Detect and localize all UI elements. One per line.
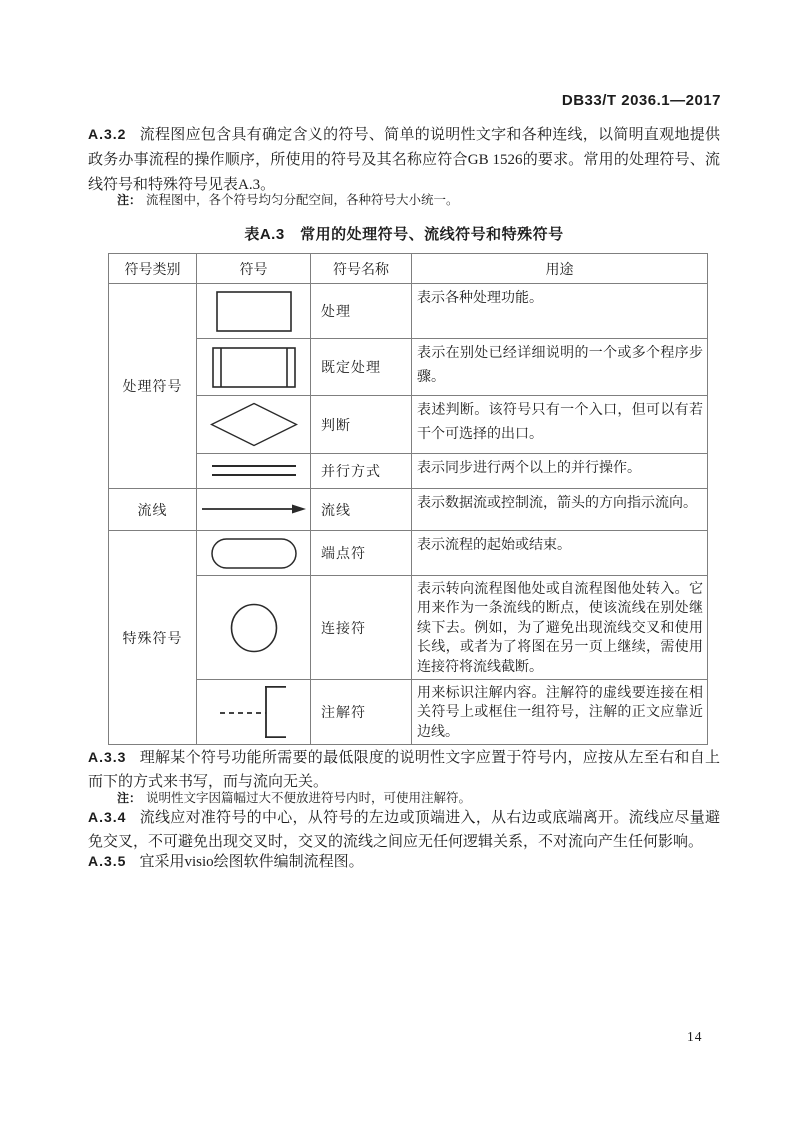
symbol-name: 端点符 — [311, 531, 412, 576]
category-flowline: 流线 — [109, 489, 197, 531]
symbol-cell — [197, 339, 311, 396]
symbol-usage: 表示数据流或控制流，箭头的方向指示流向。 — [412, 489, 708, 531]
symbol-name: 流线 — [311, 489, 412, 531]
flow-arrow-icon — [202, 503, 306, 515]
parallel-lines-icon — [212, 464, 296, 477]
symbol-name: 注解符 — [311, 680, 412, 745]
header-symbol-name: 符号名称 — [311, 254, 412, 284]
header-symbol: 符号 — [197, 254, 311, 284]
clause-a35 — [88, 849, 720, 874]
table-row — [109, 489, 708, 531]
symbol-cell — [197, 576, 311, 680]
process-rectangle-icon — [216, 291, 292, 332]
doc-number: DB33/T 2036.1—2017 — [561, 92, 721, 109]
annotation-bracket-icon — [220, 685, 288, 739]
connector-circle-icon — [230, 603, 278, 653]
terminal-stadium-icon — [211, 538, 297, 569]
symbol-usage: 用来标识注解内容。注解符的虚线要连接在相关符号上或框住一组符号，注解的正文应靠近边线。 — [412, 680, 708, 745]
table-row — [109, 396, 708, 454]
clause-a33-text: 理解某个符号功能所需要的最低限度的说明性文字应置于符号内，应按从左至右和自上而下的方式来书写，而与流向无关。 — [88, 750, 720, 790]
note-label: 注： — [117, 791, 142, 805]
note-text: 说明性文字因篇幅过大不便放进符号内时，可使用注解符。 — [146, 791, 472, 805]
header-symbol-category: 符号类别 — [109, 254, 197, 284]
clause-a33-label: A.3.3 — [88, 749, 127, 765]
clause-a32-label: A.3.2 — [88, 126, 127, 142]
category-processing: 处理符号 — [109, 284, 197, 489]
table-row — [109, 531, 708, 576]
table-title: 表A.3 常用的处理符号、流线符号和特殊符号 — [244, 226, 564, 243]
table-row — [109, 454, 708, 489]
symbol-cell — [197, 680, 311, 745]
clause-a32-text: 流程图应包含具有确定含义的符号、简单的说明性文字和各种连线，以简明直观地提供政务办事流程的操作顺序，所使用的符号及其名称应符合GB 1526的要求。常用的处理符号、流线符号和特殊符号见表A.3。 — [88, 127, 720, 193]
symbol-cell — [197, 284, 311, 339]
symbol-name: 连接符 — [311, 576, 412, 680]
note-text: 流程图中，各个符号均匀分配空间，各种符号大小统一。 — [146, 193, 459, 207]
clause-a34 — [88, 805, 720, 854]
symbol-table — [108, 253, 708, 745]
table-row — [109, 284, 708, 339]
symbol-usage: 表示同步进行两个以上的并行操作。 — [412, 454, 708, 489]
clause-a33 — [88, 745, 720, 794]
predefined-process-icon — [212, 347, 296, 388]
symbol-usage: 表示各种处理功能。 — [412, 284, 708, 339]
table-row — [109, 680, 708, 745]
symbol-usage: 表示流程的起始或结束。 — [412, 531, 708, 576]
clause-a35-label: A.3.5 — [88, 853, 127, 869]
clause-a32-note — [117, 190, 717, 210]
symbol-name: 处理 — [311, 284, 412, 339]
symbol-usage: 表述判断。该符号只有一个入口，但可以有若干个可选择的出口。 — [412, 396, 708, 454]
header-usage: 用途 — [412, 254, 708, 284]
symbol-name: 判断 — [311, 396, 412, 454]
symbol-cell — [197, 531, 311, 576]
clause-a35-text: 宜采用visio绘图软件编制流程图。 — [139, 854, 364, 870]
symbol-usage: 表示在别处已经详细说明的一个或多个程序步骤。 — [412, 339, 708, 396]
note-label: 注： — [117, 193, 142, 207]
symbol-cell — [197, 454, 311, 489]
clause-a32 — [88, 122, 720, 198]
clause-a34-text: 流线应对准符号的中心，从符号的左边或顶端进入，从右边或底端离开。流线应尽量避免交叉，不可避免出现交叉时，交叉的流线之间应无任何逻辑关系，不对流向产生任何影响。 — [88, 810, 720, 850]
table-row — [109, 576, 708, 680]
symbol-name: 既定处理 — [311, 339, 412, 396]
symbol-name: 并行方式 — [311, 454, 412, 489]
decision-diamond-icon — [210, 402, 298, 447]
clause-a34-label: A.3.4 — [88, 809, 127, 825]
category-special: 特殊符号 — [109, 531, 197, 745]
symbol-cell — [197, 396, 311, 454]
table-header-row — [109, 254, 708, 284]
symbol-usage: 表示转向流程图他处或自流程图他处转入。它用来作为一条流线的断点，使该流线在别处继续下去。例如，为了避免出现流线交叉和使用长线，或者为了将图在另一页上继续，需使用连接符将流线截断。 — [412, 576, 708, 680]
page-number: 14 — [687, 1029, 703, 1044]
table-row — [109, 339, 708, 396]
symbol-cell — [197, 489, 311, 531]
